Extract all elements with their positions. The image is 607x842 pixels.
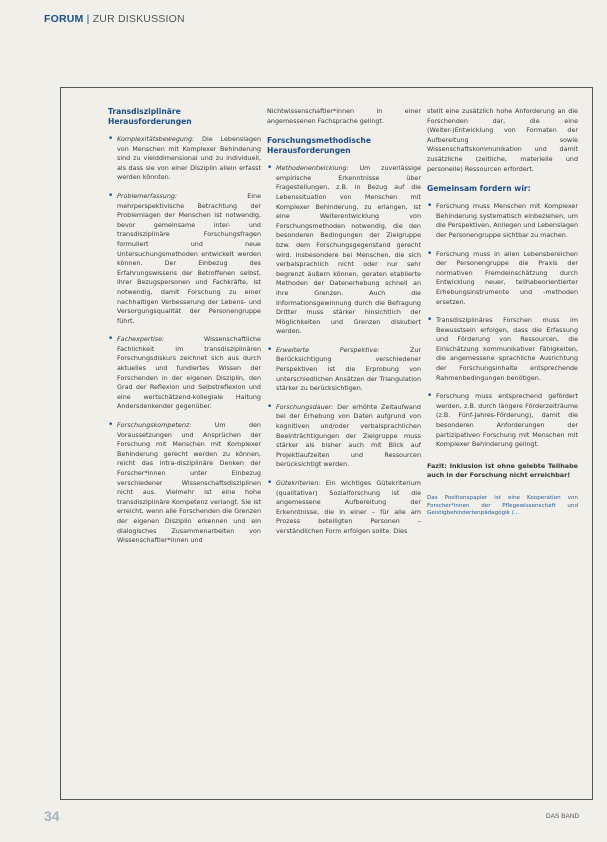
column-2 — [267, 107, 421, 546]
item-keyword: Forschungsdauer: — [276, 402, 334, 411]
page-number: 34 — [44, 808, 60, 824]
item-keyword: Gütekriterien: — [276, 479, 321, 487]
item-text: Ein wichtiges Gütekriterium (qualitativer) Sozialforschung ist die angemessene Aufbereitung der Erkenntnisse, die in einer – für alle am Prozess beteiligten Personen – verständlichen Form erfolgen sollte. Dies — [276, 479, 421, 535]
item-text: Der erhöhte Zeitaufwand bei der Erhebung von Daten aufgrund von kognitiven und/oder verbalsprachlichen Beeinträchtigungen der Zielgruppe muss stärker als bisher auch mit Blick auf Projektlaufzeiten und Ressourcen berücksichtigt werden. — [276, 402, 421, 469]
list-item — [108, 192, 261, 326]
item-keyword: Methodenentwicklung: — [276, 164, 349, 173]
continued-paragraph: stellt eine zusätzlich hohe Anforderung an die Forschenden dar, die eine (Weiter-)Entwicklung von Formaten der Aufbereitung sowie Wissenschaftskommunikation und damit zusätzliche (zeitliche, materielle und personelle) Ressourcen erfordert. — [427, 107, 578, 173]
list-item: • Forschung muss entsprechend gefördert werden, z.B. durch längere Förderzeiträume (z.B. Fünf-Jahres-Förderung), damit die besonderen Anforderungen der partizipativen Forschung mit Menschen mit Komplexer Behinderung gelingt. — [427, 392, 578, 450]
heading-demands: Gemeinsam fordern wir: — [427, 184, 531, 194]
list-item — [267, 164, 421, 337]
item-text: Um den Voraussetzungen und Ansprüchen der Forschung mit Menschen mit Komplexer Behinderung gerecht werden zu können, reicht das intra-disziplinäre Denken der Forscher*innen unter Einbezug verschiedener Wissenschaftsdisziplinen nicht aus. Vielmehr ist eine hohe transdisziplinäre Kompetenz verlangt. Sie ist erreicht, wenn alle Forschenden die Grenzen der eigenen Disziplin erkennen und ein dialogisches Zusammenarbeiten von Wissenschaftler*innen und — [117, 421, 261, 545]
header-forum: FORUM — [44, 13, 84, 25]
magazine-name: DAS BAND — [546, 813, 580, 820]
column-3 — [427, 107, 578, 528]
list-item — [267, 346, 421, 394]
item-text: Wissenschaftliche Fachlichkeit im transdisziplinären Forschungsdiskurs zeichnet sich aus durch aktuelles und fundiertes Wissen der Forschenden in der eigenen Disziplin, den Grad der Reflexion und Selbstreflexion und eine wertschätzend-kollegiale Haltung Andersdenkender gegenüber. — [117, 335, 261, 411]
list-item — [108, 335, 261, 412]
continued-paragraph: Nichtwissenschaftler*innen in einer angemessenen Fachsprache gelingt. — [267, 107, 421, 125]
demands-list — [427, 202, 578, 450]
heading-transdisciplinary: Transdisziplinäre Herausforderungen — [108, 107, 192, 126]
item-text: Die Lebenslagen von Menschen mit Komplexer Behinderung sind zu vielddimensional und zu individuell, als dass sie von einer Disziplin allein erfasst werden könnten. — [117, 135, 261, 182]
item-keyword: Problemerfassung: — [117, 191, 178, 200]
running-header — [44, 13, 185, 25]
item-keyword: Erweiterte Perspektive: — [276, 345, 380, 354]
item-keyword: Fachexpertise: — [117, 335, 165, 344]
item-text: Um zuverlässige empirische Erkenntnisse über Fragestellungen, z.B. in Bezug auf die Lebenssituation von Menschen mit Komplexer Behinderung, zu erlangen, ist eine Weiterentwicklung von Forschungsmethoden notwendig, die den besonderen Bedingungen der Zielgruppe bzw. dem Forschungsgegenstand gerecht wird. Insbesondere bei Menschen, die sich verbalsprachlich nicht oder nur sehr begrenzt äußern können, geraten etablierte Methoden der Datenerhebung schnell an ihre Grenzen. Auch die Informationsgewinnung durch die Befragung Dritter muss stärker hinsichtlich der Möglichkeiten und Grenzen diskutiert werden. — [276, 164, 421, 336]
list-item — [267, 403, 421, 470]
transdisciplinary-list — [108, 135, 261, 546]
heading-research-methods: Forschungsmethodische Herausforderungen — [267, 136, 371, 156]
item-text: Zur Berücksichtigung verschiedener Perspektiven ist die Erprobung von unterschiedlichen Ansätzen der Triangulation stärker zu berücksichtigen. — [276, 345, 421, 393]
item-text: Eine mehrperspektivische Betrachtung der Problemlagen der Menschen ist notwendig, bevor gemeinsame inter- und transdisziplinäre Forschungsfragen formuliert und neue Untersuchungsmethoden entwickelt werden können. Der Einbezug des Erfahrungswissens der Betroffenen selbst, ihrer Bezugspersonen und Fachkräfte, ist notwendig, damit Forschung zu einer nachhaltigen Verbesserung der Lebens- und Versorgungsqualität der Personengruppe führt. — [117, 191, 261, 325]
list-item: • Transdisziplinäres Forschen muss im Bewusstsein erfolgen, dass die Erfassung und Förderung von Ressourcen, die Einschätzung kommunikativer Fähigkeiten, die angemessene sprachliche Ausrichtung der Forschungsinhalte entsprechende Rahmenbedingungen benötigen. — [427, 316, 578, 383]
item-keyword: Komplexitätsbewegung: — [117, 135, 195, 143]
header-separator: | — [86, 13, 90, 25]
header-section: ZUR DISKUSSION — [92, 13, 185, 25]
conclusion: Fazit: Inklusion ist ohne gelebte Teilhabe auch in der Forschung nicht erreichbar! — [427, 461, 578, 480]
research-methods-list — [267, 164, 421, 536]
list-item: • Forschung muss in allen Lebensbereichen der Personengruppe die Praxis der normativen Fremdeinschätzung durch Entwicklung neuer, teilhabeorientierter Erhebungsinstrumente und -methoden ersetzen. — [427, 250, 578, 308]
column-1 — [108, 107, 261, 555]
list-item — [267, 479, 421, 537]
list-item: • Forschung muss Menschen mit Komplexer Behinderung systematisch einbeziehen, um die Perspektiven, Anliegen und Lebenslagen der Personengruppe sichtbar zu machen. — [427, 202, 578, 240]
credit-note: Das Positionspapier ist eine Kooperation von Forscher*innen der Pflegewissenschaft und Geistigbehindertenpädagogik (... — [427, 495, 578, 516]
list-item — [108, 421, 261, 546]
item-keyword: Forschungskompetenz: — [117, 421, 192, 430]
list-item — [108, 135, 261, 183]
